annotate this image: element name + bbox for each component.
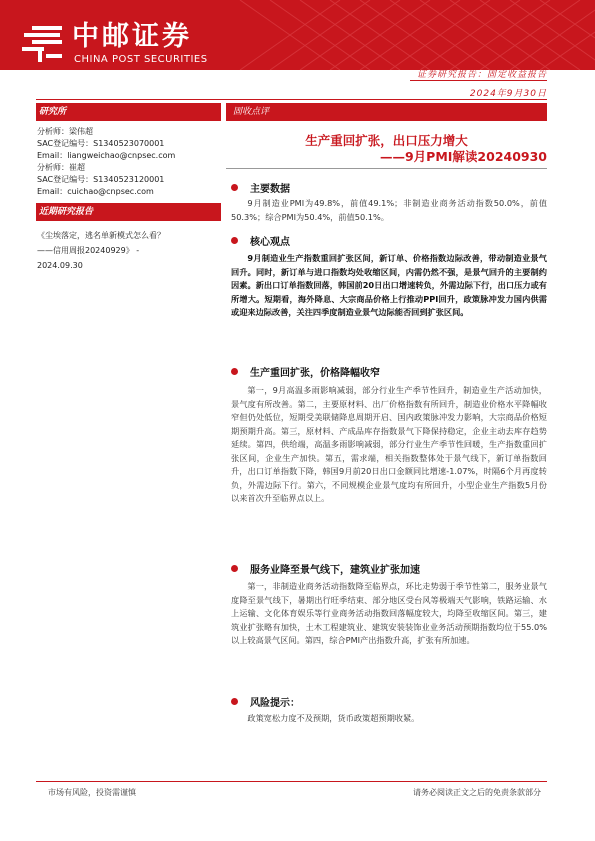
recent-report-list [37, 228, 165, 273]
analyst-email[interactable]: Email：liangweichao@cnpsec.com [37, 151, 176, 160]
section-heading: 风险提示： [231, 694, 300, 709]
paragraph: 第一，9月高温多雨影响减弱，部分行业生产季节性回升，制造业生产活动加快，景气度有所改善。第二，主要原材料、出厂价格指数有所回升，制造业价格水平降幅收窄但仍处低位，短期受美联储降息周期开启、国内政策脉冲发力影响，大宗商品价格短期预期升高。第三，原材料、产成品库存指数景气下降保持稳定，企业主动去库存趋势延续。第四，供给端，高温多雨影响减弱，部分行业生产季节性回暖，生产指数重回扩张区间，企业生产加快。第五，需求端，相关指数整体处于景气线下，新订单指数回升，出口订单指数下降，韩国9月前20日出口金额同比增速-1.07%，时隔6个月再度转负，外需边际下行。第六，不同规模企业景气度均有所回升，小型企业生产指数5月份以来首次升至临界点以上。 [231, 385, 547, 503]
footer-divider [36, 781, 547, 782]
bullet-icon [231, 565, 238, 572]
recent-report-date: 2024.09.30 [37, 261, 83, 270]
analyst-line: 分析师：崔超 [37, 163, 85, 172]
paragraph: 政策宽松力度不及预期，货币政策超预期收紧。 [247, 713, 420, 723]
section-tag: 固收点评 [226, 103, 547, 121]
recent-report-title[interactable]: ——信用周报20240929》 - [37, 246, 140, 255]
report-subtitle: ——9月PMI解读20240930 [379, 149, 547, 164]
section-heading: 核心观点 [231, 233, 290, 248]
bullet-icon [231, 368, 238, 375]
china-post-logo-icon [18, 24, 64, 64]
section-heading: 生产重回扩张，价格降幅收窄 [231, 364, 380, 379]
header-banner [0, 0, 595, 70]
brand-name-cn: 中邮证券 [72, 21, 192, 52]
paragraph-bold: 9月制造业生产指数重回扩张区间，新订单、价格指数边际改善，带动制造业景气回升。同时，新订单与进口指数均处收缩区间，内需仍然不强，是景气回升的主要制约因素。新出口订单指数回落，韩国前20日出口增速转负，外需边际下行，出口压力或有所增大。短期看，海外降息、大宗商品价格上行推动PPI回升，政策脉冲发力国内供需或迎来边际改善，关注四季度制造业景气边际能否回到扩张区间。 [231, 253, 547, 317]
analyst-line: 分析师：梁伟超 [37, 127, 93, 136]
divider [226, 168, 547, 169]
disclaimer-note: 请务必阅读正文之后的免责条款部分 [413, 788, 541, 797]
report-date: 2024年9月30日 [469, 89, 547, 99]
analyst-email[interactable]: Email：cuichao@cnpsec.com [37, 187, 154, 196]
research-heading: 研究所 [36, 103, 221, 121]
divider [410, 80, 547, 81]
bullet-icon [231, 184, 238, 191]
paragraph: 9月制造业PMI为49.8%，前值49.1%；非制造业商务活动指数50.0%，前值50.3%；综合PMI为50.4%，前值50.1%。 [231, 198, 547, 222]
analyst-line: SAC登记编号：S1340523120001 [37, 175, 165, 184]
report-title: 生产重回扩张，出口压力增大 [305, 133, 468, 148]
paragraph: 第一，非制造业商务活动指数降至临界点，环比走势弱于季节性第二，服务业景气度降至景气线下，暑期出行旺季结束、部分地区受台风等极端天气影响，铁路运输、水上运输、文化体育娱乐等行业商务活动指数回落幅度较大，均降至收缩区间。第三，建筑业扩张略有加快，土木工程建筑业、建筑安装装饰业业务活动预期指数均位于55.0%以上较高景气区间。第四，综合PMI产出指数升高，扩张有所加速。 [231, 581, 547, 645]
divider [36, 99, 547, 100]
section-heading: 服务业降至景气线下，建筑业扩张加速 [231, 561, 420, 576]
risk-disclaimer: 市场有风险，投资需谨慎 [48, 788, 136, 797]
section-heading: 主要数据 [231, 180, 290, 195]
bullet-icon [231, 698, 238, 705]
analyst-line: SAC登记编号：S1340523070001 [37, 139, 165, 148]
analyst-info [37, 126, 175, 198]
bullet-icon [231, 237, 238, 244]
recent-report-title[interactable]: 《尘埃落定，逃名单新模式怎么看？ [37, 231, 165, 240]
recent-reports-heading: 近期研究报告 [36, 203, 221, 221]
report-type: 证券研究报告：固定收益报告 [416, 70, 547, 80]
brand-name-en: CHINA POST SECURITIES [74, 54, 208, 65]
